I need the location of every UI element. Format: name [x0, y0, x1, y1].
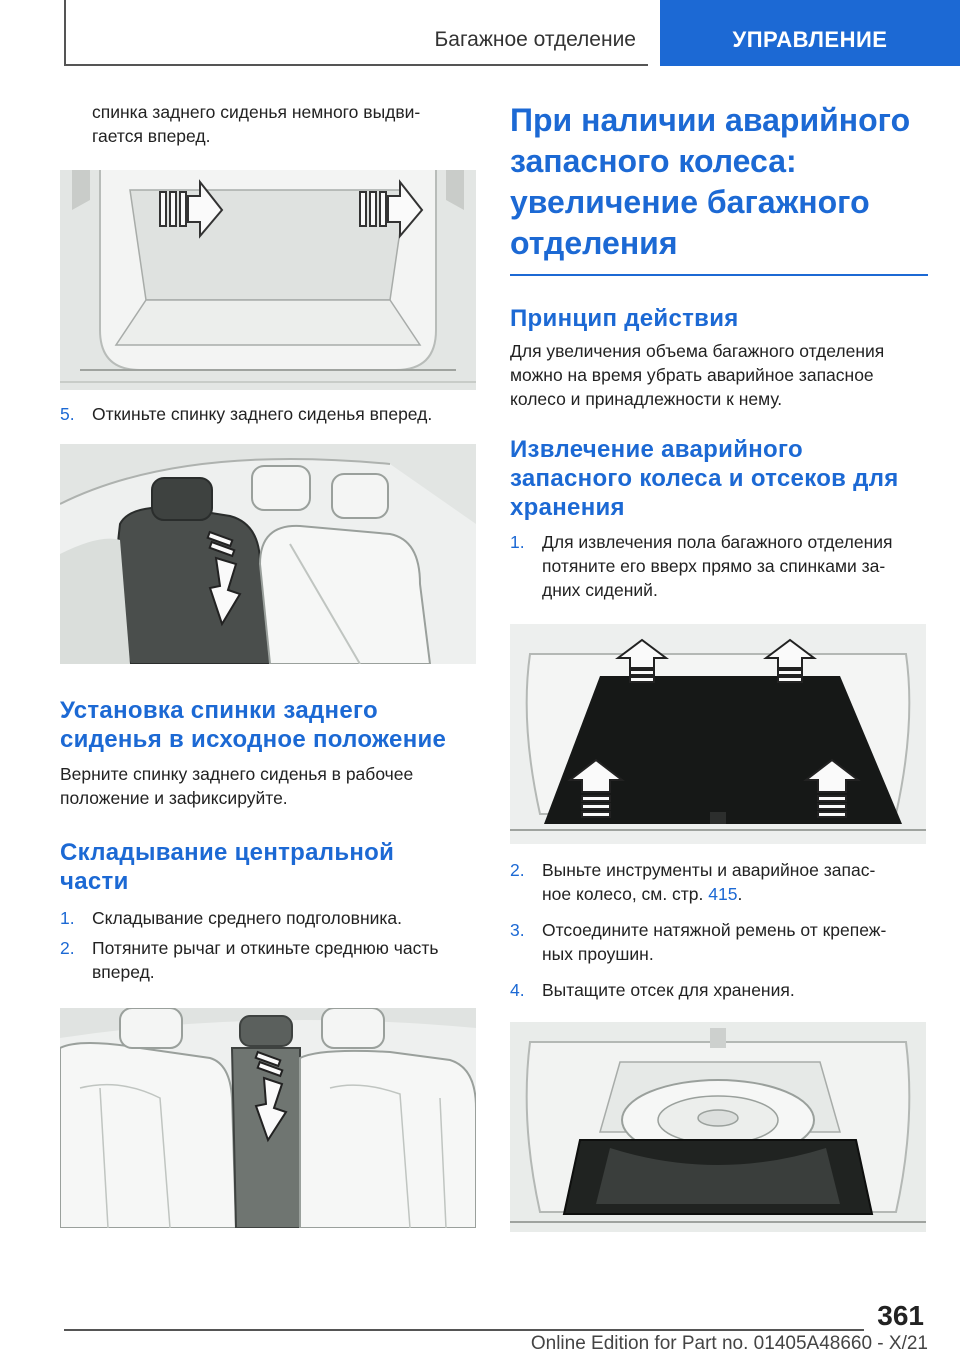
heading-line: части: [60, 868, 129, 895]
step-text-line: ных проушин.: [542, 944, 654, 964]
text-line: колесо и принадлежности к нему.: [510, 389, 783, 409]
heading-line: При наличии аварийного: [510, 102, 911, 138]
principle-text: [510, 339, 928, 411]
heading-restore-seatback: [60, 696, 476, 754]
step-number: 3.: [510, 920, 525, 940]
heading-line: сиденья в исходное положение: [60, 726, 447, 753]
heading-line: Складывание центральной: [60, 839, 395, 866]
step-text-line: Выньте инструменты и аварийное запас-: [542, 860, 876, 880]
restore-text: [60, 762, 476, 810]
page-number: 361: [877, 1300, 924, 1331]
fold-step-1: [60, 906, 476, 930]
heading-line: Извлечение аварийного: [510, 436, 803, 463]
seatback-fold-illustration: [60, 444, 476, 664]
text-line: положение и зафиксируйте.: [60, 788, 288, 808]
step-5: [60, 402, 476, 426]
heading-line: отделения: [510, 225, 678, 261]
left-column: [60, 100, 476, 1228]
intro-line-2: гается вперед.: [92, 126, 211, 146]
step-number: 2.: [510, 860, 525, 880]
text-line: можно на время убрать аварийное запасное: [510, 365, 874, 385]
step-text-line: Отсоедините натяжной ремень от крепеж-: [542, 920, 887, 940]
step-number: 5.: [60, 404, 75, 424]
footer-rule: [64, 1329, 864, 1331]
spare-wheel-compartment-illustration: [510, 1022, 926, 1232]
remove-step-2: [510, 858, 928, 906]
center-section-fold-illustration: [60, 1008, 476, 1228]
intro-text: [60, 100, 476, 148]
footer-edition: Online Edition for Part no. 01405A48660 - X/21: [530, 1333, 928, 1354]
step-number: 1.: [60, 908, 75, 928]
heading-remove-wheel: [510, 435, 928, 522]
step-text-punct: .: [737, 884, 743, 904]
heading-fold-center: [60, 838, 476, 896]
page-header: [0, 0, 960, 66]
step-text: Откиньте спинку заднего сиденья вперед.: [92, 404, 433, 424]
step-text: Вытащите отсек для хранения.: [542, 980, 795, 1000]
step-text-line: ное колесо, см. стр.: [542, 884, 709, 904]
heading-line: запасного колеса:: [510, 143, 797, 179]
section-heading-spare-wheel: [510, 100, 928, 276]
chapter-tab[interactable]: УПРАВЛЕНИЕ: [660, 0, 960, 66]
trunk-open-illustration: [60, 170, 476, 390]
intro-line-1: спинка заднего сиденья немного выдви-: [92, 102, 421, 122]
right-column: [510, 100, 928, 1232]
step-text-line: Для извлечения пола багажного отделения: [542, 532, 893, 552]
remove-step-1: [510, 530, 928, 602]
step-number: 2.: [60, 938, 75, 958]
page-reference-link[interactable]: 415: [708, 884, 738, 904]
step-text-line: Потяните рычаг и откиньте среднюю часть: [92, 938, 439, 958]
text-line: Для увеличения объема багажного отделения: [510, 341, 885, 361]
fold-step-2: [60, 936, 476, 984]
heading-line: запасного колеса и отсеков для: [510, 465, 899, 492]
remove-step-3: [510, 918, 928, 966]
heading-line: увеличение багажного: [510, 184, 870, 220]
trunk-floor-lift-illustration: [510, 624, 926, 844]
heading-line: Установка спинки заднего: [60, 697, 378, 724]
step-number: 1.: [510, 532, 525, 552]
text-line: Верните спинку заднего сиденья в рабочее: [60, 764, 414, 784]
header-rule-horizontal: [64, 64, 648, 66]
heading-principle: Принцип действия: [510, 305, 739, 332]
section-title: Багажное отделение: [434, 28, 636, 51]
step-text-line: потяните его вверх прямо за спинками за-: [542, 556, 886, 576]
remove-step-4: [510, 978, 928, 1002]
heading-line: хранения: [510, 494, 625, 521]
step-text-line: дних сидений.: [542, 580, 658, 600]
step-number: 4.: [510, 980, 525, 1000]
step-text-line: вперед.: [92, 962, 155, 982]
step-text: Складывание среднего подголовника.: [92, 908, 403, 928]
